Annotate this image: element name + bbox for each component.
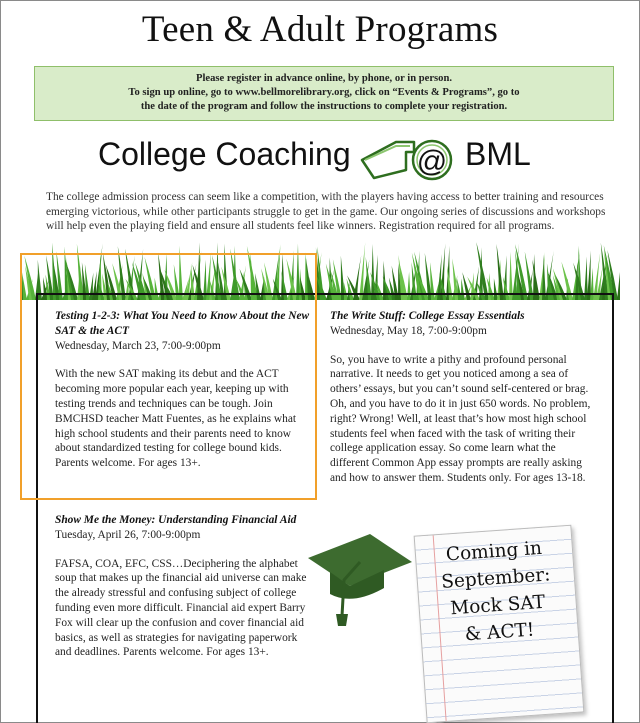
whistle-icon xyxy=(356,134,466,182)
program-date: Wednesday, May 18, 7:00-9:00pm xyxy=(330,324,487,337)
grass-blade xyxy=(617,248,620,300)
registration-notice xyxy=(34,66,614,121)
notice-line-3: the date of the program and follow the instructions to complete your registration. xyxy=(140,101,508,112)
graduation-cap-icon xyxy=(300,528,420,628)
note-line: September: xyxy=(440,564,552,593)
program-date: Wednesday, March 23, 7:00-9:00pm xyxy=(55,339,221,352)
banner-at-symbol: @ xyxy=(416,145,448,178)
note-line: Coming in xyxy=(445,537,543,566)
notice-line-1: Please register in advance online, by phone, or in person. xyxy=(195,73,453,84)
program-title: The Write Stuff: College Essay Essentials xyxy=(330,310,525,322)
highlight-box xyxy=(20,253,317,500)
page-title: Teen & Adult Programs xyxy=(141,9,499,50)
note-line: & ACT! xyxy=(464,619,536,646)
program-essay xyxy=(330,309,592,486)
mock-sat-note xyxy=(414,525,585,723)
grass-blade xyxy=(371,244,375,300)
banner-right-text: BML xyxy=(465,136,531,172)
intro-paragraph: The college admission process can seem like a competition, with the players having access to better training and resources emerging victorious, while other participants struggle to get in the game. Our ongoing series of discussions and workshops will help even the playing field and ensure all students feel like winners. Registration required for all programs. xyxy=(46,191,606,232)
program-description: With the new SAT making its debut and the ACT becoming more popular each year, keeping up with testing trends and techniques can be tough. Join BMCHSD teacher Matt Fuentes, as he explains what high school students and their parents need to know about standardized testing for college bound kids. Parents welcome. For ages 13+. xyxy=(55,368,297,470)
banner-left-text: College Coaching xyxy=(98,136,351,172)
note-text xyxy=(420,533,573,651)
program-description: FAFSA, COA, EFC, CSS…Deciphering the alphabet soup that makes up the financial aid universe can make the already stressful and confusing subject of college funding even more difficult. Financial aid expert Barry Fox will clear up the confusion and cover financial aid basics, as well as strategies for navigating paperwork and deadlines. Parents welcome. For ages 13+. xyxy=(55,557,307,659)
grass-blade xyxy=(496,244,504,300)
notice-line-2: To sign up online, go to www.bellmorelibrary.org, click on “Events & Programs”, go to xyxy=(128,87,520,98)
program-description: So, you have to write a pithy and profound personal narrative. It needs to get you noticed among a sea of others’ essays, but you can’t sound self-centered or brag. Oh, and you have to do it in just 650 words. No problem, right? Wrong! Well, at least that’s how most high school students feel when faced with the task of writing their college application essay. So come learn what the different Common App essay prompts are really asking and how to answer them. Students only. For ages 13-18. xyxy=(330,353,591,484)
program-date: Tuesday, April 26, 7:00-9:00pm xyxy=(55,528,201,541)
note-line: Mock SAT xyxy=(449,591,546,620)
program-financial-aid xyxy=(55,513,310,660)
program-title: Show Me the Money: Understanding Financial Aid xyxy=(55,514,297,526)
program-title: Testing 1-2-3: What You Need to Know About the New SAT & the ACT xyxy=(55,310,310,337)
college-coaching-banner xyxy=(98,134,558,182)
